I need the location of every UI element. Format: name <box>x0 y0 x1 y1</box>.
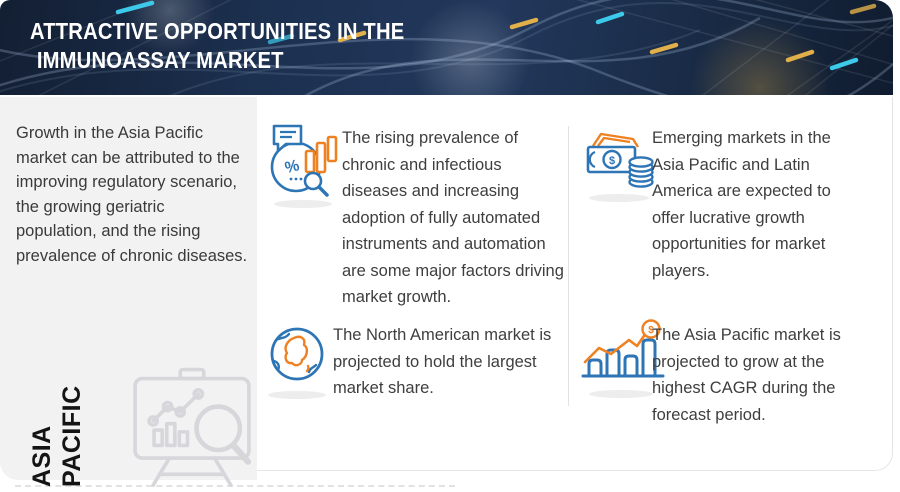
region-summary-text: Growth in the Asia Pacific market can be attributed to the improving regulatory scenario, the growing geriatric population, and the rising prevalence of chronic diseases. <box>16 124 248 265</box>
svg-text:%: % <box>283 157 302 178</box>
page-title-line1: ATTRACTIVE OPPORTUNITIES IN THE <box>30 18 405 44</box>
globe-icon <box>266 323 328 390</box>
presentation-board-magnifier-icon <box>122 365 262 492</box>
page-title <box>30 17 404 75</box>
banknote-coin-stack-icon <box>583 126 659 197</box>
callout-drivers-text: The rising prevalence of chronic and infectious diseases and increasing adoption of fully automated instruments and automation are some major factors driving market growth. <box>342 129 564 306</box>
callout-north-america-text: The North American market is projected to hold the largest market share. <box>333 326 552 397</box>
header-banner <box>0 0 893 95</box>
svg-text:$: $ <box>608 155 616 167</box>
icon-shadow <box>274 200 332 208</box>
region-label <box>5 337 109 487</box>
callout-emerging-markets-text: Emerging markets in the Asia Pacific and Latin America are expected to offer lucrative growth opportunities for market players. <box>652 129 831 280</box>
region-label-line1: ASIA <box>28 425 56 487</box>
page-title-line2: IMMUNOASSAY MARKET <box>36 47 284 73</box>
market-research-percent-chart-icon <box>266 120 342 203</box>
icon-shadow <box>589 390 653 398</box>
svg-text:$: $ <box>648 325 654 336</box>
icon-shadow <box>268 391 326 399</box>
callout-cagr-text: The Asia Pacific market is projected to grow at the highest CAGR during the forecast period. <box>652 326 841 424</box>
icon-shadow <box>589 194 649 202</box>
region-label-line2: PACIFIC <box>58 385 86 487</box>
